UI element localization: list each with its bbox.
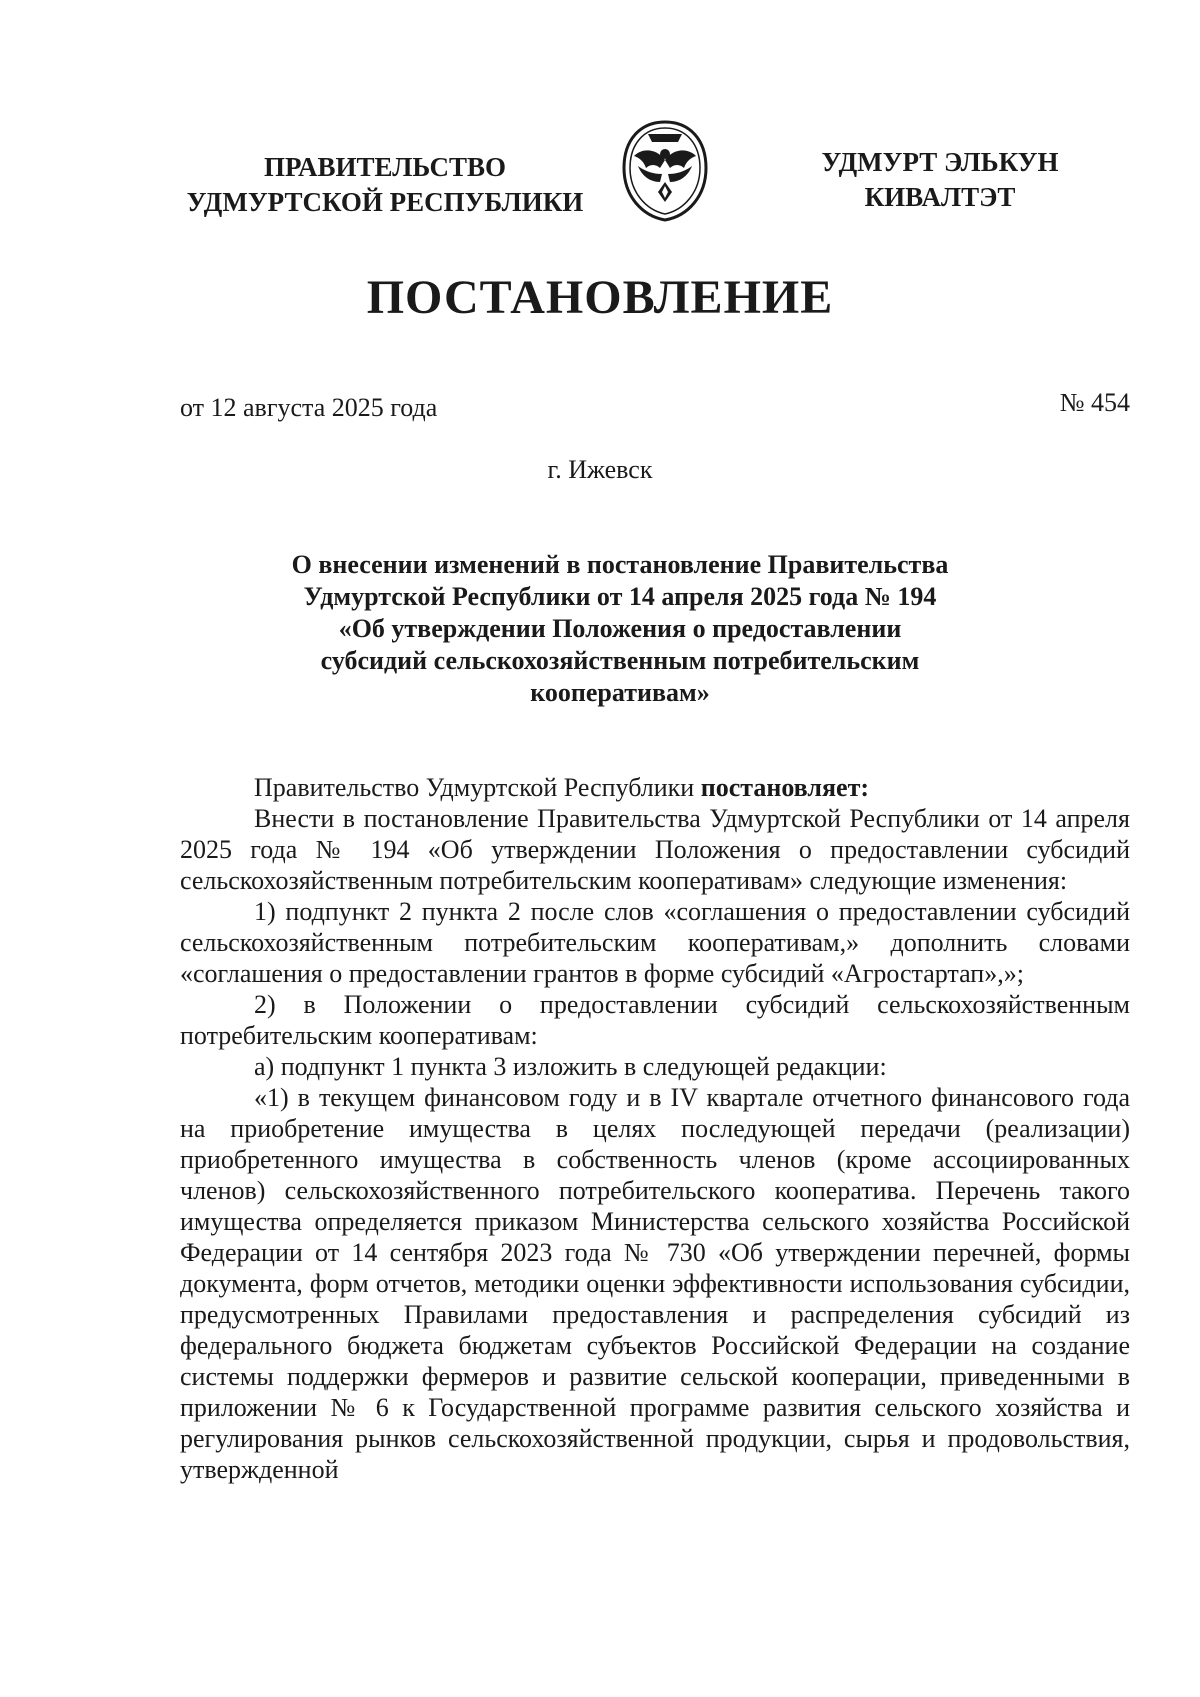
title-line: субсидий сельскохозяйственным потребительским (320, 646, 920, 675)
org-name-line: ПРАВИТЕЛЬСТВО (263, 152, 507, 182)
title-line: Удмуртской Республики от 14 апреля 2025 года № 194 (303, 582, 937, 611)
coat-of-arms-icon (620, 120, 710, 222)
org-name-russian (165, 150, 605, 220)
document-body (180, 772, 1130, 1485)
body-paragraph: 1) подпункт 2 пункта 2 после слов «соглашения о предоставлении субсидий сельскохозяйственным потребительским кооперативам,» дополнить словами «соглашения о предоставлении грантов в форме субсидий «Агростартап»,»; (180, 897, 1130, 988)
body-intro (180, 772, 1130, 803)
document-title (260, 549, 980, 709)
org-name-line: КИВАЛТЭТ (864, 182, 1016, 212)
intro-bold: постановляет: (700, 773, 869, 802)
title-line: кооперативам» (530, 678, 710, 707)
org-name-line: УДМУРТСКОЙ РЕСПУБЛИКИ (186, 187, 584, 217)
title-line: О внесении изменений в постановление Правительства (291, 550, 949, 579)
org-name-udmurt (790, 145, 1090, 215)
body-paragraph: а) подпункт 1 пункта 3 изложить в следующей редакции: (254, 1052, 887, 1081)
body-paragraph: Внести в постановление Правительства Удмуртской Республики от 14 апреля 2025 года № 194 «Об утверждении Положения о предоставлении субсидий сельскохозяйственным потребительским кооперативам» следующие изменения: (180, 804, 1130, 895)
body-paragraph: «1) в текущем финансовом году и в IV квартале отчетного финансового года на приобретение имущества в целях последующей передачи (реализации) приобретенного имущества в собственность членов (кроме ассоциированных членов) сельскохозяйственного потребительского кооператива. Перечень такого имущества определяется приказом Министерства сельского хозяйства Российской Федерации от 14 сентября 2023 года № 730 «Об утверждении перечней, формы документа, форм отчетов, методики оценки эффективности использования субсидии, предусмотренных Правилами предоставления и распределения субсидий из федерального бюджета бюджетам субъектов Российской Федерации на создание системы поддержки фермеров и развитие сельской кооперации, приведенными в приложении № 6 к Государственной программе развития сельского хозяйства и регулирования рынков сельскохозяйственной продукции, сырья и продовольствия, утвержденной (180, 1083, 1130, 1484)
document-date: от 12 августа 2025 года (180, 393, 438, 422)
document-city: г. Ижевск (547, 455, 653, 484)
org-name-line: УДМУРТ ЭЛЬКУН (821, 147, 1059, 177)
intro-text: Правительство Удмуртской Республики (254, 773, 701, 802)
body-paragraph: 2) в Положении о предоставлении субсидий сельскохозяйственным потребительским кооперативам: (180, 990, 1130, 1050)
document-type: ПОСТАНОВЛЕНИЕ (366, 271, 834, 324)
document-number: № 454 (1059, 388, 1130, 417)
title-line: «Об утверждении Положения о предоставлении (338, 614, 902, 643)
